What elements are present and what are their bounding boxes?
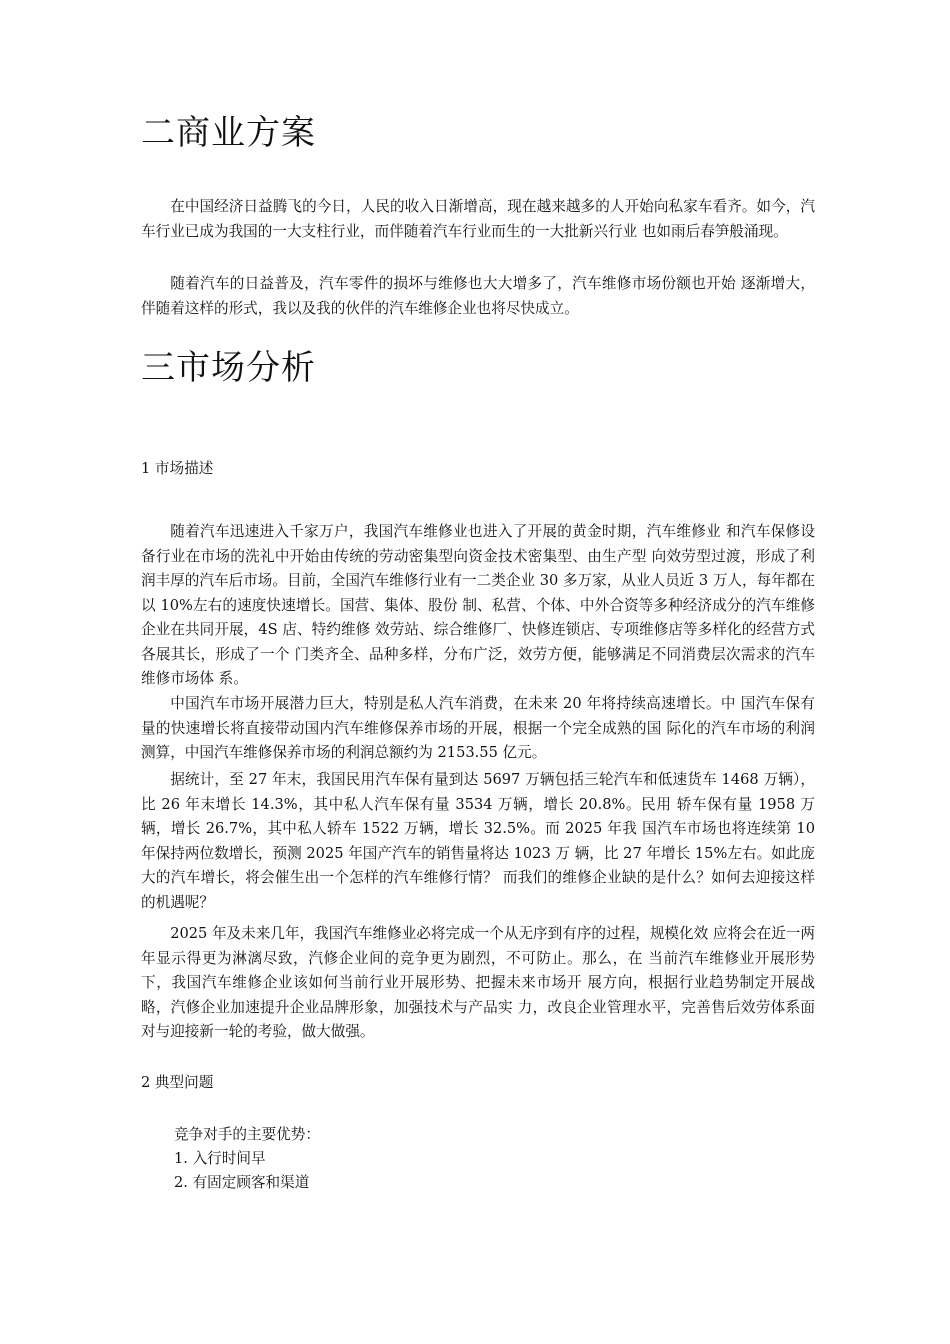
competitor-advantages-intro: 竞争对手的主要优势： xyxy=(174,1126,320,1143)
heading-market-analysis: 三市场分析 xyxy=(141,348,316,388)
paragraph-market-3: 据统计，至 27 年末，我国民用汽车保有量到达 5697 万辆包括三轮汽车和低速货车 1468 万辆），比 26 年末增长 14.3%，其中私人汽车保有量 3534 万辆，增长 20.8%。民用 轿车保有量 1958 万辆，增长 26.7%，其中私人轿车 1522 万辆，增长 32.5%。而 2025 年我 国汽车市场也将连续第 10 年保持两位数增长，预测 2025 年国产汽车的销售量将达 1023 万 辆，比 27 年增长 15%左右。如此庞大的汽车增长，将会催生出一个怎样的汽车维修行情？ 而我们的维修企业缺的是什么？如何去迎接这样的机遇呢？ xyxy=(141,771,815,911)
subheading-market-description: 1 市场描述 xyxy=(141,460,214,477)
list-item: 2. 有固定顾客和渠道 xyxy=(174,1174,310,1191)
subheading-typical-problems: 2 典型问题 xyxy=(141,1074,214,1091)
paragraph-market-1: 随着汽车迅速进入千家万户，我国汽车维修业也进入了开展的黄金时期，汽车维修业 和汽车保修设备行业在市场的洗礼中开始由传统的劳动密集型向资金技术密集型、由生产型 向效劳型过渡，形成了利润丰厚的汽车后市场。目前，全国汽车维修行业有一二类企业 30 多万家，从业人员近 3 万人，每年都在以 10%左右的速度快速增长。国营、集体、股份 制、私营、个体、中外合资等多种经济成分的汽车维修企业在共同开展，4S 店、特约维修 效劳站、综合维修厂、快修连锁店、专项维修店等多样化的经营方式各展其长，形成了一个 门类齐全、品种多样，分布广泛，效劳方便，能够满足不同消费层次需求的汽车维修市场体 系。 xyxy=(141,523,815,687)
paragraph-market-2: 中国汽车市场开展潜力巨大，特别是私人汽车消费，在未来 20 年将持续高速增长。中 国汽车保有量的快速增长将直接带动国内汽车维修保养市场的开展，根据一个完全成熟的国 际化的汽车市场的利润测算，中国汽车维修保养市场的利润总额约为 2153.55 亿元。 xyxy=(141,695,815,761)
list-item: 1. 入行时间早 xyxy=(174,1150,266,1167)
paragraph-business-1: 在中国经济日益腾飞的今日，人民的收入日渐增高，现在越来越多的人开始向私家车看齐。如今，汽车行业已成为我国的一大支柱行业，而伴随着汽车行业而生的一大批新兴行业 也如雨后春笋般涌现。 xyxy=(141,198,815,240)
paragraph-business-2: 随着汽车的日益普及，汽车零件的损坏与维修也大大增多了，汽车维修市场份额也开始 逐渐增大，伴随着这样的形式，我以及我的伙伴的汽车维修企业也将尽快成立。 xyxy=(141,275,815,317)
heading-business-plan: 二商业方案 xyxy=(141,113,316,153)
paragraph-market-4: 2025 年及未来几年，我国汽车维修业必将完成一个从无序到有序的过程，规模化效 应将会在近一两年显示得更为淋漓尽致，汽修企业间的竞争更为剧烈，不可防止。那么，在 当前汽车维修业开展形势下，我国汽车维修企业该如何当前行业开展形势、把握未来市场开 展方向，根据行业趋势制定开展战略，汽修企业加速提升企业品牌形象，加强技术与产品实 力，改良企业管理水平，完善售后效劳体系面对与迎接新一轮的考验，做大做强。 xyxy=(141,925,815,1040)
